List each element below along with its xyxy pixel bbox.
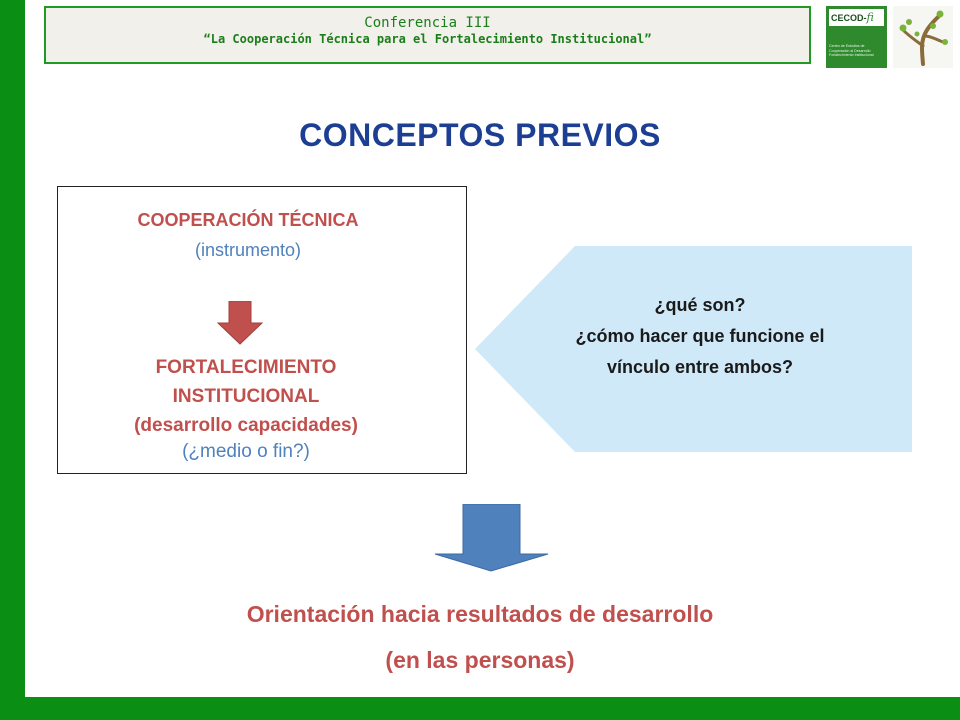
desarrollo-capacidades-line: (desarrollo capacidades) xyxy=(134,415,358,436)
outcome-line1: Orientación hacia resultados de desarrollo xyxy=(246,601,714,627)
outcome-line2: (en las personas) xyxy=(385,647,575,673)
question-callout xyxy=(530,290,870,383)
logo-caption-line: Cooperación al Desarrollo xyxy=(829,48,871,53)
logo-brand xyxy=(829,9,884,26)
cecod-fi-logo xyxy=(826,6,887,68)
cooperacion-tecnica-label: COOPERACIÓN TÉCNICA xyxy=(137,210,359,230)
down-arrow-icon xyxy=(216,301,264,345)
logo-caption-line: Fortalecimiento Institucional xyxy=(829,53,874,57)
conference-subtitle: “La Cooperación Técnica para el Fortalecimiento Institucional” xyxy=(203,32,652,46)
tree-logo-icon xyxy=(893,6,953,68)
logo-caption-line: Centro de Estudios de xyxy=(829,44,865,48)
logo-brand-text: CECOD- xyxy=(831,13,867,23)
question-como-line2: vínculo entre ambos? xyxy=(606,357,794,377)
question-como-line1: ¿cómo hacer que funcione el xyxy=(575,326,825,346)
institucional-line: INSTITUCIONAL xyxy=(172,386,320,407)
page-title: CONCEPTOS PREVIOS xyxy=(299,117,661,153)
fortalecimiento-line: FORTALECIMIENTO xyxy=(155,357,337,378)
fortalecimiento-block xyxy=(58,353,434,440)
big-down-arrow-icon xyxy=(434,504,549,572)
conference-title: Conferencia III xyxy=(364,15,491,31)
logo-caption xyxy=(829,44,885,58)
conference-header xyxy=(44,6,811,64)
outcome-statement xyxy=(0,591,960,683)
logo-brand-fi: fi xyxy=(866,11,874,24)
concept-box xyxy=(57,186,467,474)
instrumento-label: (instrumento) xyxy=(194,240,302,260)
question-que-son: ¿qué son? xyxy=(654,295,746,315)
bottom-green-bar xyxy=(0,697,960,720)
medio-o-fin-label: (¿medio o fin?) xyxy=(182,441,310,462)
